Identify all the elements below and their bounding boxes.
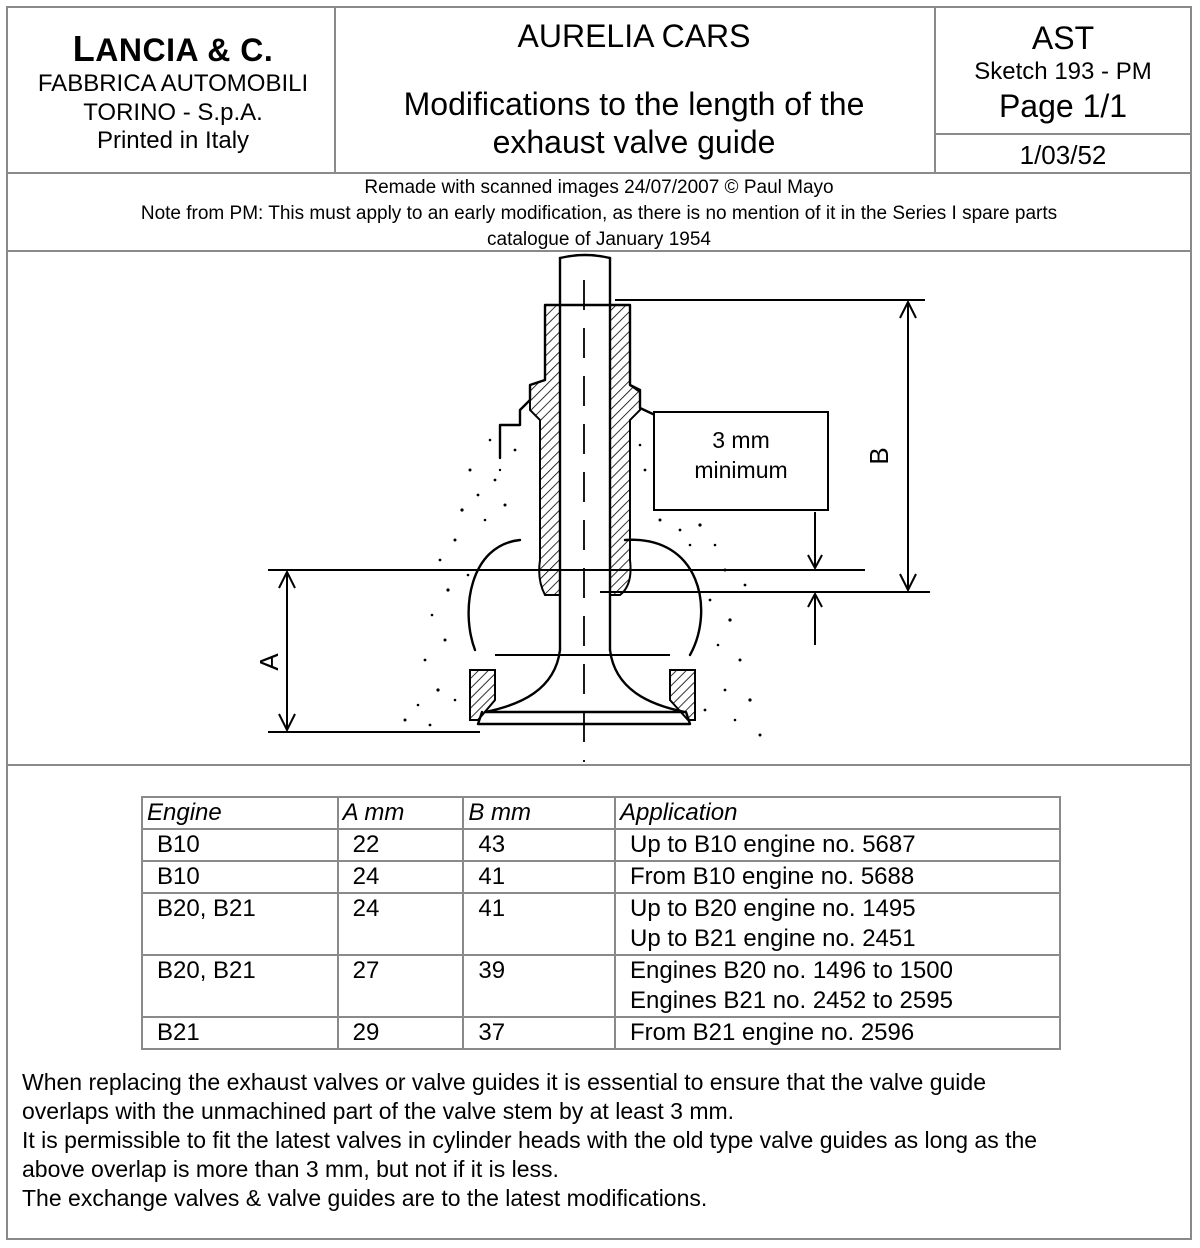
- cell-application: [615, 829, 1060, 861]
- valve-head: [485, 650, 685, 712]
- title-line-2: exhaust valve guide: [492, 124, 776, 160]
- header-ref-divider: [934, 133, 1192, 135]
- cell-application: [615, 861, 1060, 893]
- cell-b: 39: [463, 955, 615, 1017]
- cell-a: 24: [338, 861, 464, 893]
- company-line-3: Printed in Italy: [96, 127, 250, 154]
- table-row: [142, 955, 1060, 1017]
- col-header-engine: Engine: [142, 797, 338, 829]
- valve-guide-spec-table: [141, 796, 1061, 1050]
- table-row: [142, 861, 1060, 893]
- cell-engine: B20, B21: [142, 893, 338, 955]
- note-line-1: Remade with scanned images 24/07/2007 © Paul Mayo: [364, 177, 834, 198]
- port-right: [625, 540, 701, 655]
- cell-application: [615, 1017, 1060, 1049]
- table-row: [142, 893, 1060, 955]
- table-header-row: [142, 797, 1060, 829]
- company-line-1: FABBRICA AUTOMOBILI: [37, 70, 309, 97]
- guide-left-hatch: [530, 305, 560, 595]
- application-line: Up to B21 engine no. 2451: [630, 925, 916, 952]
- cell-a: 24: [338, 893, 464, 955]
- valve-guide-sketch: [8, 252, 1190, 764]
- instruction-line: It is permissible to fit the latest valves in cylinder heads with the old type valve guides as long as the: [22, 1127, 1038, 1153]
- ref-page: Page 1/1: [998, 88, 1128, 124]
- application-line: From B10 engine no. 5688: [630, 863, 915, 890]
- cell-b: 37: [463, 1017, 615, 1049]
- instruction-line: The exchange valves & valve guides are to the latest modifications.: [22, 1185, 708, 1211]
- title-line-1: Modifications to the length of the: [403, 86, 865, 122]
- instruction-line: overlaps with the unmachined part of the valve stem by at least 3 mm.: [22, 1098, 735, 1124]
- application-line: Up to B10 engine no. 5687: [630, 831, 916, 858]
- table-row: [142, 1017, 1060, 1049]
- col-header-application: Application: [615, 797, 1060, 829]
- cell-b: 41: [463, 861, 615, 893]
- instruction-line: above overlap is more than 3 mm, but not if it is less.: [22, 1156, 559, 1182]
- dim-a-label: A: [254, 653, 284, 671]
- company-name-initial: L: [72, 28, 96, 69]
- callout-line-1: 3 mm: [712, 427, 770, 453]
- cell-engine: B10: [142, 829, 338, 861]
- application-line: Engines B20 no. 1496 to 1500: [630, 957, 953, 984]
- cell-engine: B20, B21: [142, 955, 338, 1017]
- cell-a: 29: [338, 1017, 464, 1049]
- ref-code: AST: [1031, 20, 1095, 56]
- company-name-rest: ANCIA & C.: [95, 32, 274, 68]
- instructions-text: [22, 1068, 1172, 1213]
- table-row: [142, 829, 1060, 861]
- col-header-a: A mm: [338, 797, 464, 829]
- cell-engine: B21: [142, 1017, 338, 1049]
- cell-application: [615, 955, 1060, 1017]
- head-step: [500, 305, 655, 458]
- company-line-2: TORINO - S.p.A.: [83, 99, 263, 126]
- dim-b-label: B: [864, 447, 894, 465]
- company-name: [20, 28, 326, 70]
- stem-top: [560, 255, 610, 258]
- overlap-minimum-callout: [653, 411, 829, 511]
- guide-right-hatch: [610, 305, 640, 595]
- application-line: Up to B20 engine no. 1495: [630, 895, 916, 922]
- application-line: Engines B21 no. 2452 to 2595: [630, 987, 953, 1014]
- cell-b: 41: [463, 893, 615, 955]
- cell-a: 22: [338, 829, 464, 861]
- sketch-bottom-rule: [6, 764, 1192, 766]
- port-left: [469, 540, 520, 650]
- col-header-b: B mm: [463, 797, 615, 829]
- note-line-2: Note from PM: This must apply to an early modification, as there is no mention of it in the Series I spare parts: [140, 203, 1058, 224]
- ref-sketch: Sketch 193 - PM: [974, 58, 1152, 85]
- cell-a: 27: [338, 955, 464, 1017]
- instruction-line: When replacing the exhaust valves or valve guides it is essential to ensure that the valve guide: [22, 1069, 987, 1095]
- cell-application: [615, 893, 1060, 955]
- ref-date: 1/03/52: [1019, 140, 1107, 170]
- cell-b: 43: [463, 829, 615, 861]
- cell-engine: B10: [142, 861, 338, 893]
- application-line: From B21 engine no. 2596: [630, 1019, 915, 1046]
- title-series: AURELIA CARS: [517, 18, 751, 54]
- callout-line-2: minimum: [694, 457, 788, 483]
- header-bottom-rule: [6, 172, 1192, 174]
- note-line-3: catalogue of January 1954: [487, 229, 711, 249]
